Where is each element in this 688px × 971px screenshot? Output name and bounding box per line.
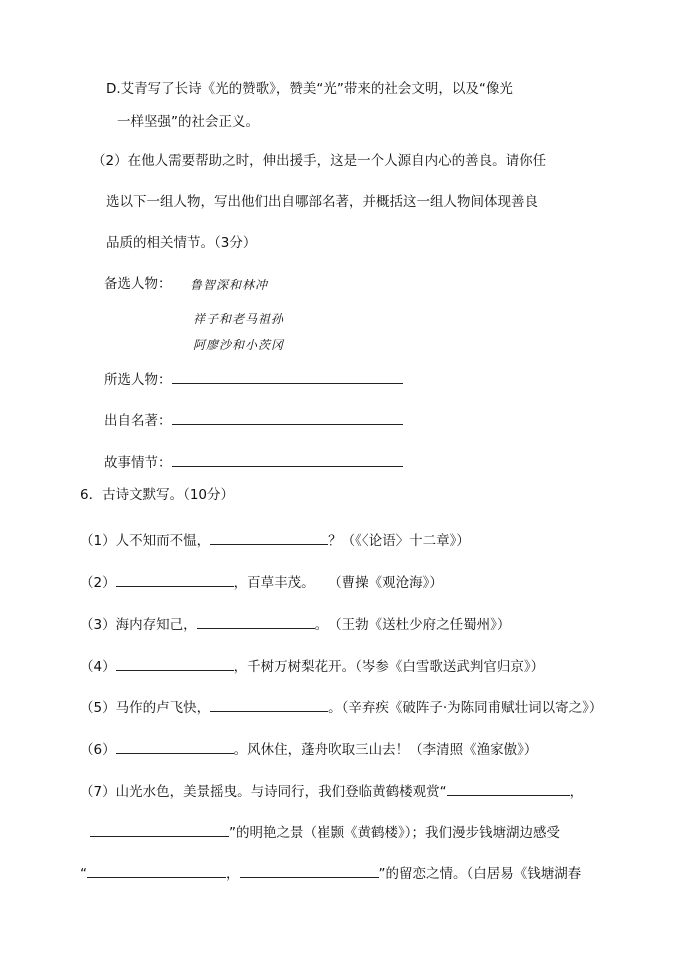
source-book-label: 出自名著： xyxy=(104,413,172,429)
item-number: （5） xyxy=(80,700,116,716)
question-6-title: 6．古诗文默写。（10分） xyxy=(80,487,235,503)
option-d-line1: D.艾青写了长诗《光的赞歌》，赞美“光”带来的社会文明，以及“像光 xyxy=(106,81,513,97)
chosen-characters-label: 所选人物： xyxy=(104,372,172,388)
candidate-group-1: 鲁智深和林冲 xyxy=(190,278,269,292)
candidates-label: 备选人物： xyxy=(104,276,172,292)
option-d-line2: 一样坚强”的社会正义。 xyxy=(117,114,259,130)
story-plot-field xyxy=(104,453,403,472)
poem-item-4 xyxy=(80,657,544,676)
item-number: （1） xyxy=(80,533,116,549)
poem-item-7-line1 xyxy=(80,782,583,801)
question-5-2-line3: 品质的相关情节。（3分） xyxy=(106,235,257,251)
item-7-text: （7）山光水色，美景摇曳。与诗同行，我们登临黄鹤楼观赏“ xyxy=(80,784,447,800)
candidate-group-2: 祥子和老马祖孙 xyxy=(193,312,285,326)
poem-item-5 xyxy=(80,698,602,717)
item-text-before: 人不知而不愠， xyxy=(115,533,211,549)
fill-blank[interactable] xyxy=(116,657,234,671)
item-7-text: ”的明艳之景（崔颢《黄鹤楼》）；我们漫步钱塘湖边感受 xyxy=(229,825,560,841)
fill-blank[interactable] xyxy=(116,740,234,754)
chosen-characters-blank[interactable] xyxy=(172,370,403,384)
item-7-text: “ xyxy=(80,866,87,882)
item-7-text: ， xyxy=(226,866,240,882)
item-number: （4） xyxy=(80,659,116,675)
poem-item-2 xyxy=(80,573,443,592)
item-7-text: ， xyxy=(569,784,584,800)
item-text-after: ，千树万树梨花开。（岑参《白雪歌送武判官归京》） xyxy=(233,659,545,675)
fill-blank[interactable] xyxy=(210,698,328,712)
chosen-characters-field xyxy=(104,370,403,389)
item-text-after: 。 （王勃《送杜少府之任蜀州》） xyxy=(314,617,511,633)
fill-blank[interactable] xyxy=(447,782,570,796)
item-text-after: 。风休住，蓬舟吹取三山去！（李清照《渔家傲》） xyxy=(233,742,538,758)
candidate-group-3: 阿廖沙和小茨冈 xyxy=(193,338,285,352)
poem-item-7-line3 xyxy=(80,864,581,883)
item-number: （6） xyxy=(80,742,116,758)
story-plot-blank[interactable] xyxy=(172,453,403,467)
item-number: （3） xyxy=(80,617,116,633)
question-5-2-line1: （2）在他人需要帮助之时，伸出援手，这是一个人源自内心的善良。请你任 xyxy=(92,153,547,169)
item-text-before: 海内存知己， xyxy=(115,617,197,633)
fill-blank[interactable] xyxy=(240,864,379,878)
poem-item-6 xyxy=(80,740,537,759)
item-text-before: 马作的卢飞快， xyxy=(115,700,211,716)
poem-item-7-line2 xyxy=(90,823,560,842)
source-book-field xyxy=(104,411,403,430)
item-text-after: 。（辛弃疾《破阵子·为陈同甫赋壮词以寄之》） xyxy=(328,700,603,716)
fill-blank[interactable] xyxy=(90,823,229,837)
story-plot-label: 故事情节： xyxy=(104,455,172,471)
poem-item-3 xyxy=(80,615,510,634)
question-5-2-line2: 选以下一组人物，写出他们出自哪部名著，并概括这一组人物间体现善良 xyxy=(106,194,538,210)
poem-item-1 xyxy=(80,531,470,550)
fill-blank[interactable] xyxy=(87,864,226,878)
fill-blank[interactable] xyxy=(116,573,234,587)
item-text-after: ？（《〈论语〉十二章》） xyxy=(328,533,470,549)
fill-blank[interactable] xyxy=(197,615,315,629)
item-number: （2） xyxy=(80,575,116,591)
item-7-text: ”的留恋之情。（白居易《钱塘湖春 xyxy=(378,866,582,882)
item-text-after: ，百草丰茂。 （曹操《观沧海》） xyxy=(233,575,443,591)
source-book-blank[interactable] xyxy=(172,411,403,425)
fill-blank[interactable] xyxy=(210,531,328,545)
